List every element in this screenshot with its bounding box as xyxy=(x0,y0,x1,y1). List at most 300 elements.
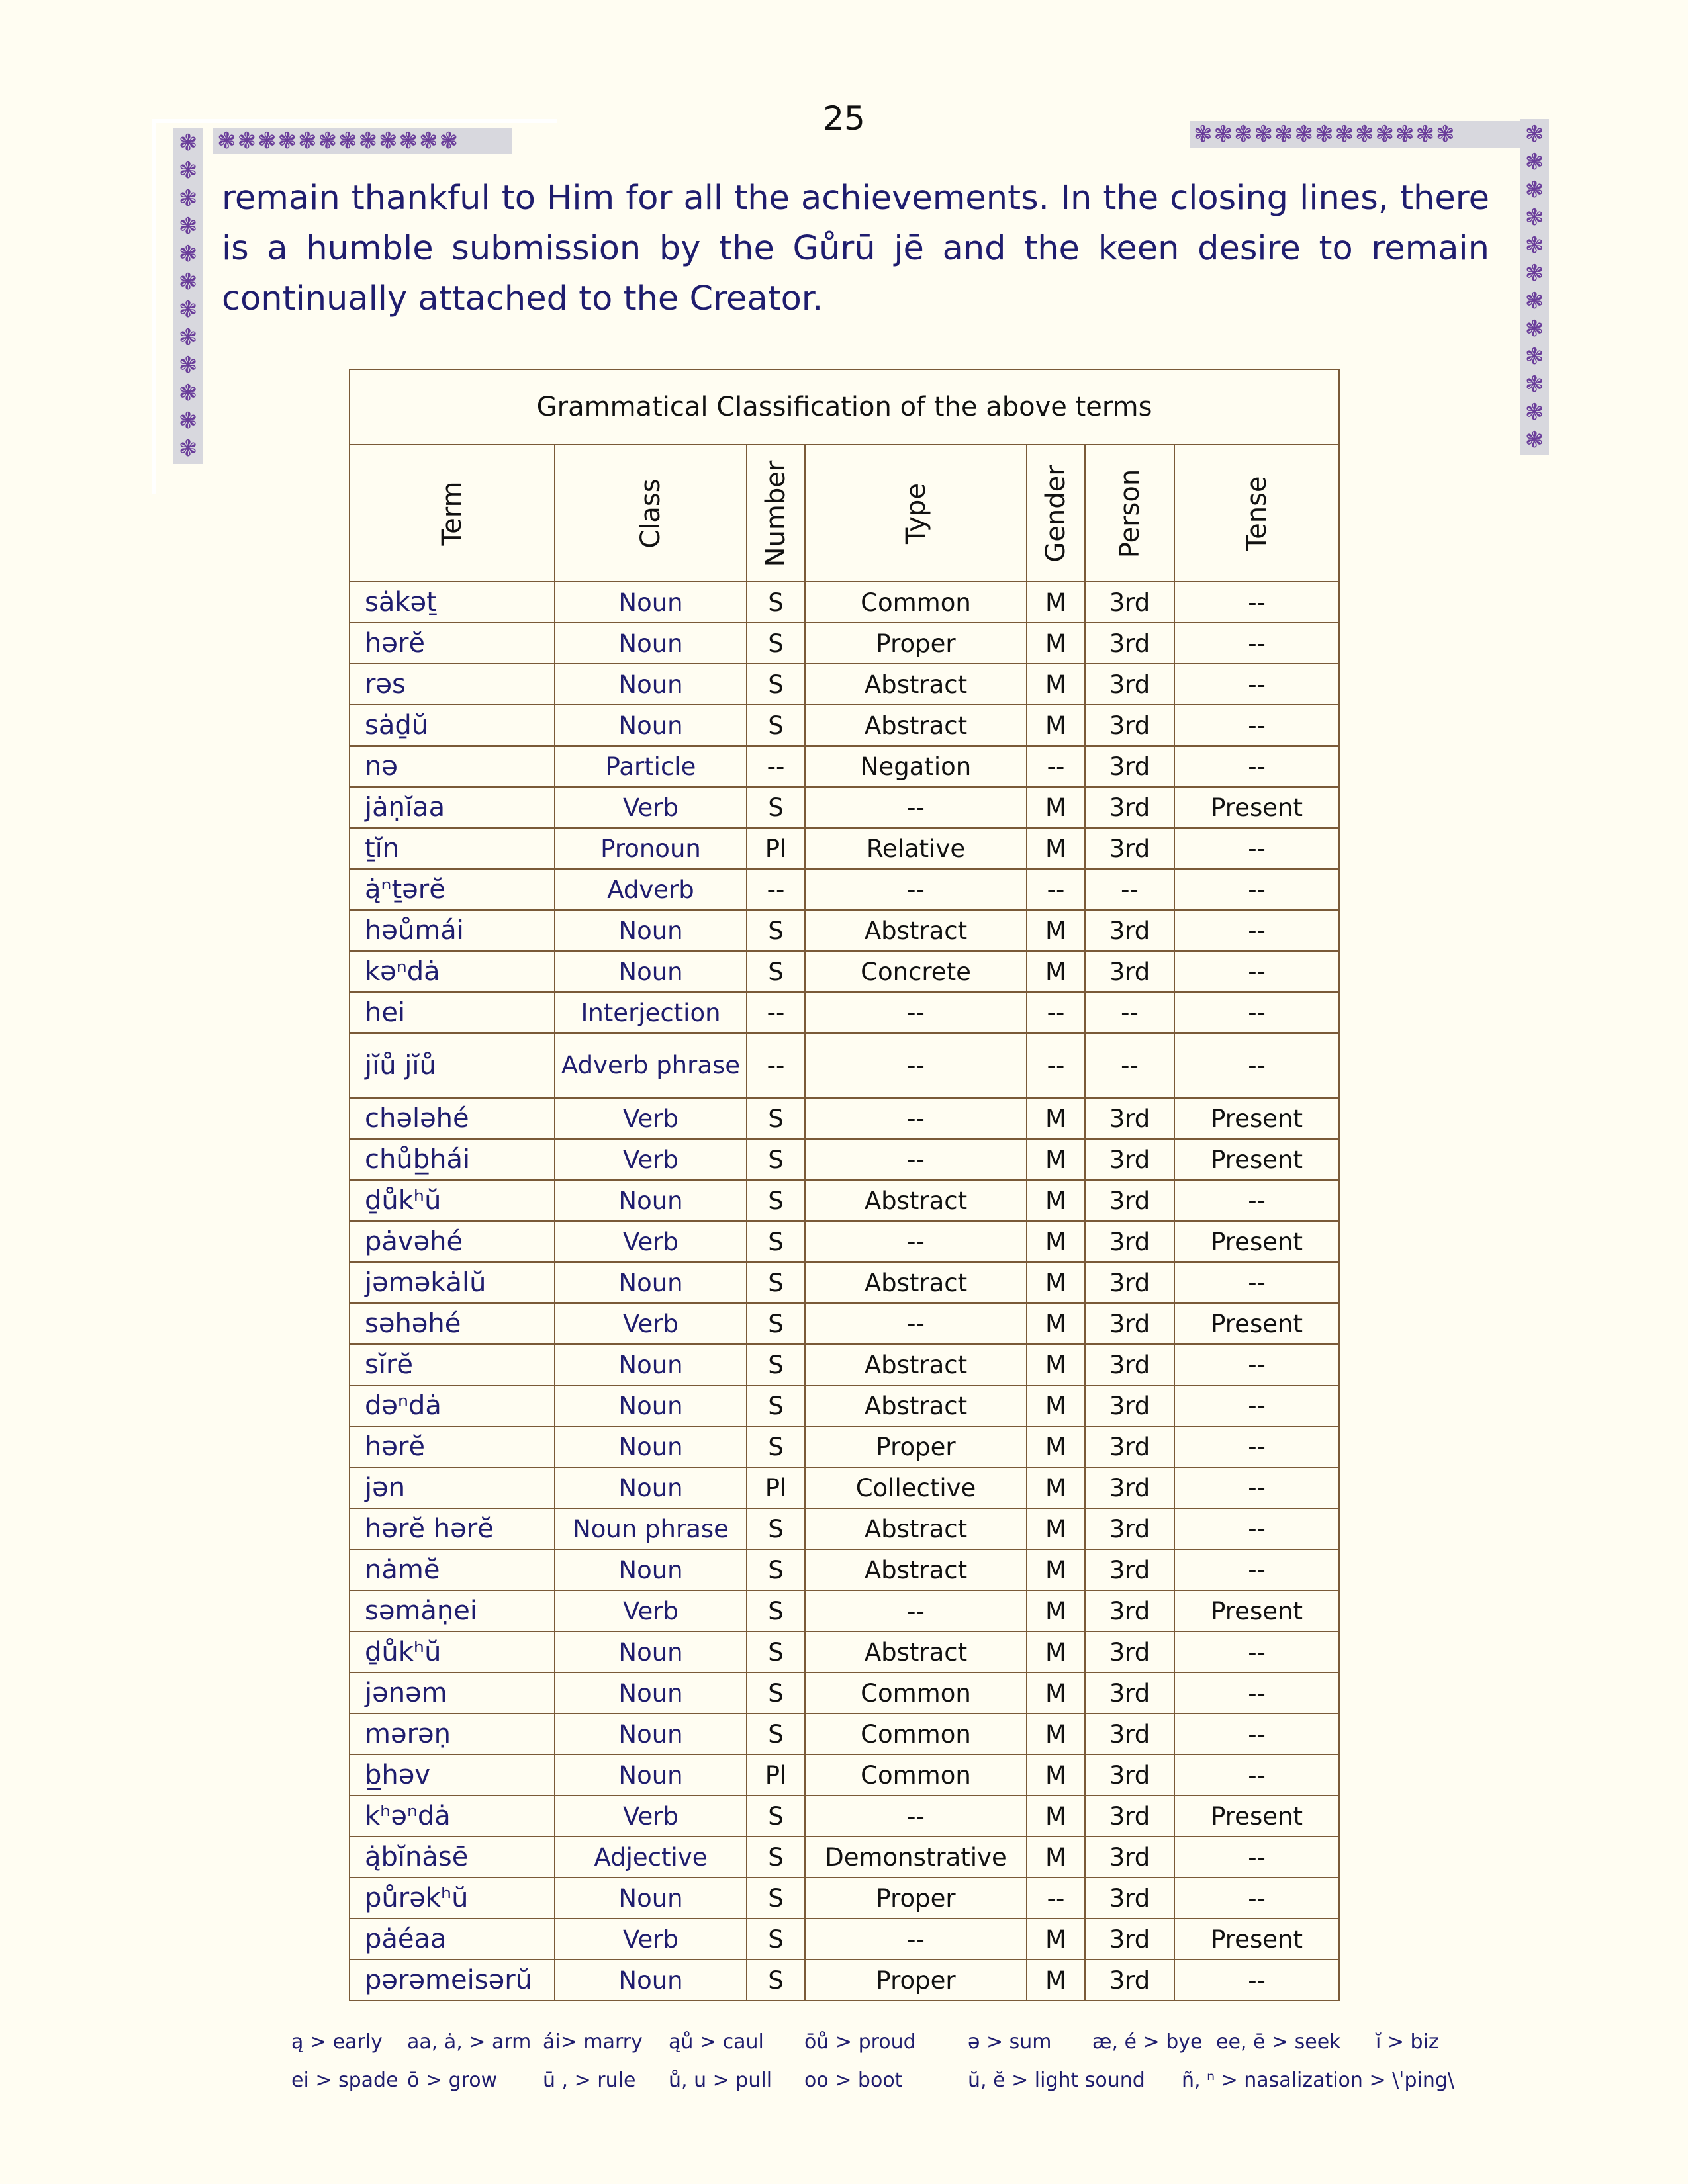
table-row xyxy=(350,1344,1339,1385)
cell-number: S xyxy=(747,1590,805,1631)
classification-table-container xyxy=(349,369,1338,2001)
ornament-icon: ❃ xyxy=(1524,399,1544,426)
cell-class: Verb xyxy=(555,787,747,828)
table-row xyxy=(350,1878,1339,1919)
ornament-icon: ❃ xyxy=(318,128,338,154)
cell-class: Noun xyxy=(555,1754,747,1796)
table-row xyxy=(350,1919,1339,1960)
cell-gender: M xyxy=(1027,787,1085,828)
ornament-icon: ❃ xyxy=(1315,121,1335,148)
cell-number: S xyxy=(747,705,805,746)
cell-type: Demonstrative xyxy=(805,1837,1027,1878)
ornament-icon: ❃ xyxy=(1213,121,1234,148)
classification-table xyxy=(349,369,1340,2001)
ornament-icon: ❃ xyxy=(1524,232,1544,259)
cell-tense: -- xyxy=(1174,1508,1339,1549)
cell-gender: M xyxy=(1027,1590,1085,1631)
cell-type: Abstract xyxy=(805,1508,1027,1549)
cell-gender: M xyxy=(1027,1508,1085,1549)
cell-person: -- xyxy=(1085,992,1174,1033)
cell-person: 3rd xyxy=(1085,582,1174,623)
cell-number: Pl xyxy=(747,828,805,869)
cell-term: sĭrĕ xyxy=(350,1344,555,1385)
cell-number: Pl xyxy=(747,1467,805,1508)
ornament-icon: ❃ xyxy=(419,128,440,154)
cell-term: pərəmeisərŭ xyxy=(350,1960,555,2001)
cell-class: Verb xyxy=(555,1919,747,1960)
cell-person: 3rd xyxy=(1085,828,1174,869)
cell-type: Abstract xyxy=(805,1344,1027,1385)
ornament-border-right xyxy=(1520,119,1549,455)
table-row xyxy=(350,828,1339,869)
cell-gender: -- xyxy=(1027,992,1085,1033)
cell-gender: M xyxy=(1027,1467,1085,1508)
cell-type: Proper xyxy=(805,1878,1027,1919)
legend-item: ą > early xyxy=(291,2030,383,2054)
column-header-class xyxy=(555,445,747,582)
cell-gender: M xyxy=(1027,828,1085,869)
cell-number: S xyxy=(747,1878,805,1919)
ornament-icon: ❃ xyxy=(1524,371,1544,398)
ornament-icon: ❃ xyxy=(298,128,318,154)
column-header-label: Term xyxy=(437,481,467,545)
table-row xyxy=(350,1796,1339,1837)
cell-number: S xyxy=(747,1262,805,1303)
cell-tense: Present xyxy=(1174,787,1339,828)
legend-item: ee, ē > seek xyxy=(1216,2030,1341,2054)
cell-term: chůb̲hái xyxy=(350,1139,555,1180)
cell-term: rəs xyxy=(350,664,555,705)
cell-term: pȧvəhé xyxy=(350,1221,555,1262)
cell-gender: M xyxy=(1027,1426,1085,1467)
legend-row xyxy=(291,2069,1456,2107)
cell-class: Noun xyxy=(555,1467,747,1508)
ornament-icon: ❃ xyxy=(178,213,198,240)
cell-gender: M xyxy=(1027,951,1085,992)
table-row xyxy=(350,623,1339,664)
cell-number: S xyxy=(747,1796,805,1837)
cell-person: 3rd xyxy=(1085,787,1174,828)
ornament-icon: ❃ xyxy=(439,128,459,154)
cell-number: -- xyxy=(747,869,805,910)
cell-person: 3rd xyxy=(1085,1426,1174,1467)
cell-number: S xyxy=(747,1919,805,1960)
cell-term: ḏůkʰŭ xyxy=(350,1631,555,1672)
cell-type: Proper xyxy=(805,1960,1027,2001)
cell-class: Noun xyxy=(555,1344,747,1385)
cell-type: -- xyxy=(805,1590,1027,1631)
legend-item: aa, ȧ, > arm xyxy=(407,2030,532,2054)
cell-type: Abstract xyxy=(805,705,1027,746)
cell-tense: -- xyxy=(1174,582,1339,623)
cell-term: kəⁿdȧ xyxy=(350,951,555,992)
legend-row xyxy=(291,2030,1456,2069)
cell-type: Proper xyxy=(805,623,1027,664)
ornament-icon: ❃ xyxy=(178,269,198,295)
cell-term: sȧḏŭ xyxy=(350,705,555,746)
cell-tense: Present xyxy=(1174,1221,1339,1262)
cell-person: -- xyxy=(1085,869,1174,910)
cell-tense: -- xyxy=(1174,951,1339,992)
table-body xyxy=(350,582,1339,2001)
cell-class: Noun xyxy=(555,1713,747,1754)
cell-person: 3rd xyxy=(1085,1467,1174,1508)
table-row xyxy=(350,869,1339,910)
ornament-icon: ❃ xyxy=(1524,177,1544,203)
ornament-icon: ❃ xyxy=(1294,121,1315,148)
cell-term: půrəkʰŭ xyxy=(350,1878,555,1919)
cell-type: Collective xyxy=(805,1467,1027,1508)
ornament-icon: ❃ xyxy=(178,435,198,462)
cell-number: S xyxy=(747,1631,805,1672)
legend-item: ñ, ⁿ > nasalization > \ˈping\ xyxy=(1182,2069,1455,2092)
cell-person: 3rd xyxy=(1085,746,1174,787)
cell-tense: Present xyxy=(1174,1098,1339,1139)
cell-person: 3rd xyxy=(1085,705,1174,746)
cell-tense: -- xyxy=(1174,1467,1339,1508)
cell-term: nȧmĕ xyxy=(350,1549,555,1590)
cell-class: Adjective xyxy=(555,1837,747,1878)
cell-gender: M xyxy=(1027,582,1085,623)
legend-item: ů, u > pull xyxy=(669,2069,773,2092)
cell-class: Noun xyxy=(555,910,747,951)
cell-number: S xyxy=(747,623,805,664)
ornament-icon: ❃ xyxy=(1524,427,1544,453)
cell-person: 3rd xyxy=(1085,1262,1174,1303)
cell-number: -- xyxy=(747,992,805,1033)
cell-number: S xyxy=(747,910,805,951)
cell-tense: Present xyxy=(1174,1590,1339,1631)
table-row xyxy=(350,1426,1339,1467)
cell-term: ṯĭn xyxy=(350,828,555,869)
cell-class: Noun xyxy=(555,1426,747,1467)
column-header-label: Person xyxy=(1114,469,1145,558)
column-header-gender xyxy=(1027,445,1085,582)
legend-item: ə > sum xyxy=(968,2030,1052,2054)
table-row xyxy=(350,1508,1339,1549)
ornament-icon: ❃ xyxy=(1274,121,1295,148)
cell-term: dəⁿdȧ xyxy=(350,1385,555,1426)
table-row xyxy=(350,1467,1339,1508)
cell-person: 3rd xyxy=(1085,1796,1174,1837)
cell-person: 3rd xyxy=(1085,1303,1174,1344)
cell-tense: Present xyxy=(1174,1919,1339,1960)
cell-tense: -- xyxy=(1174,705,1339,746)
column-header-number xyxy=(747,445,805,582)
cell-number: S xyxy=(747,787,805,828)
cell-type: -- xyxy=(805,992,1027,1033)
cell-number: S xyxy=(747,664,805,705)
column-header-term xyxy=(350,445,555,582)
cell-tense: -- xyxy=(1174,1033,1339,1098)
cell-class: Noun xyxy=(555,951,747,992)
table-row xyxy=(350,787,1339,828)
cell-person: 3rd xyxy=(1085,1754,1174,1796)
cell-number: S xyxy=(747,1837,805,1878)
cell-type: -- xyxy=(805,1303,1027,1344)
table-row xyxy=(350,1631,1339,1672)
column-header-label: Tense xyxy=(1241,475,1272,551)
table-row xyxy=(350,951,1339,992)
cell-gender: -- xyxy=(1027,869,1085,910)
cell-type: Negation xyxy=(805,746,1027,787)
legend-item: oo > boot xyxy=(804,2069,903,2092)
table-row xyxy=(350,746,1339,787)
column-header-label: Number xyxy=(761,460,791,567)
column-header-label: Class xyxy=(635,478,666,549)
ornament-icon: ❃ xyxy=(1524,260,1544,287)
cell-person: 3rd xyxy=(1085,1713,1174,1754)
ornament-icon: ❃ xyxy=(178,380,198,406)
ornament-border-top-right xyxy=(1190,121,1522,148)
cell-term: jĭů jĭů xyxy=(350,1033,555,1098)
table-row xyxy=(350,992,1339,1033)
cell-person: 3rd xyxy=(1085,1631,1174,1672)
cell-number: S xyxy=(747,1549,805,1590)
table-row xyxy=(350,582,1339,623)
cell-gender: M xyxy=(1027,1221,1085,1262)
column-header-type xyxy=(805,445,1027,582)
table-row xyxy=(350,910,1339,951)
cell-number: S xyxy=(747,1221,805,1262)
cell-type: Abstract xyxy=(805,664,1027,705)
legend-item: ąů > caul xyxy=(669,2030,764,2054)
cell-gender: -- xyxy=(1027,746,1085,787)
cell-tense: -- xyxy=(1174,1672,1339,1713)
cell-term: nə xyxy=(350,746,555,787)
cell-type: Abstract xyxy=(805,1385,1027,1426)
cell-tense: -- xyxy=(1174,1631,1339,1672)
cell-term: b̲həv xyxy=(350,1754,555,1796)
legend-item: ei > spade xyxy=(291,2069,399,2092)
ornament-icon: ❃ xyxy=(1524,149,1544,175)
cell-number: S xyxy=(747,1139,805,1180)
cell-term: sȧkəṯ xyxy=(350,582,555,623)
ornament-icon: ❃ xyxy=(1436,121,1456,148)
cell-term: jən xyxy=(350,1467,555,1508)
cell-term: ą̇ⁿṯərĕ xyxy=(350,869,555,910)
cell-type: Concrete xyxy=(805,951,1027,992)
cell-type: Common xyxy=(805,1713,1027,1754)
cell-tense: Present xyxy=(1174,1796,1339,1837)
cell-gender: M xyxy=(1027,1796,1085,1837)
cell-term: səhəhé xyxy=(350,1303,555,1344)
cell-term: pȧéaa xyxy=(350,1919,555,1960)
cell-tense: -- xyxy=(1174,1960,1339,2001)
cell-person: 3rd xyxy=(1085,1549,1174,1590)
ornament-icon: ❃ xyxy=(1254,121,1274,148)
pronunciation-legend xyxy=(291,2030,1456,2107)
table-row xyxy=(350,1180,1339,1221)
cell-gender: M xyxy=(1027,1919,1085,1960)
cell-gender: M xyxy=(1027,1960,1085,2001)
cell-gender: M xyxy=(1027,1303,1085,1344)
ornament-icon: ❃ xyxy=(237,128,258,154)
ornament-icon: ❃ xyxy=(1524,205,1544,231)
cell-term: səmȧṇei xyxy=(350,1590,555,1631)
cell-number: -- xyxy=(747,746,805,787)
cell-person: 3rd xyxy=(1085,951,1174,992)
cell-type: Relative xyxy=(805,828,1027,869)
cell-tense: -- xyxy=(1174,664,1339,705)
table-row xyxy=(350,664,1339,705)
ornament-icon: ❃ xyxy=(178,241,198,267)
cell-tense: -- xyxy=(1174,1385,1339,1426)
table-row xyxy=(350,1303,1339,1344)
cell-class: Verb xyxy=(555,1139,747,1180)
table-row xyxy=(350,1221,1339,1262)
cell-gender: M xyxy=(1027,1385,1085,1426)
cell-number: S xyxy=(747,951,805,992)
cell-tense: -- xyxy=(1174,1426,1339,1467)
cell-number: S xyxy=(747,1344,805,1385)
legend-item: ĭ > biz xyxy=(1376,2030,1439,2054)
cell-class: Noun xyxy=(555,1878,747,1919)
cell-number: S xyxy=(747,1426,805,1467)
cell-gender: M xyxy=(1027,1631,1085,1672)
cell-number: S xyxy=(747,1713,805,1754)
cell-number: Pl xyxy=(747,1754,805,1796)
cell-tense: -- xyxy=(1174,1837,1339,1878)
table-row xyxy=(350,1139,1339,1180)
cell-gender: M xyxy=(1027,1549,1085,1590)
cell-number: -- xyxy=(747,1033,805,1098)
cell-term: jȧṇĭaa xyxy=(350,787,555,828)
cell-number: S xyxy=(747,1098,805,1139)
cell-person: 3rd xyxy=(1085,1180,1174,1221)
cell-term: jəməkȧlŭ xyxy=(350,1262,555,1303)
cell-gender: M xyxy=(1027,1180,1085,1221)
cell-number: S xyxy=(747,1672,805,1713)
body-paragraph: remain thankful to Him for all the achievements. In the closing lines, there is a humble submission by the Gůrū jē and the keen desire to remain continually attached to the Creator. xyxy=(222,179,1489,318)
cell-gender: M xyxy=(1027,1672,1085,1713)
cell-term: ḏůkʰŭ xyxy=(350,1180,555,1221)
ornament-icon: ❃ xyxy=(277,128,298,154)
cell-gender: M xyxy=(1027,910,1085,951)
cell-tense: -- xyxy=(1174,910,1339,951)
cell-person: 3rd xyxy=(1085,1672,1174,1713)
ornament-icon: ❃ xyxy=(178,352,198,379)
cell-type: -- xyxy=(805,1919,1027,1960)
table-row xyxy=(350,1590,1339,1631)
cell-type: Common xyxy=(805,1754,1027,1796)
cell-type: Abstract xyxy=(805,1180,1027,1221)
ornament-icon: ❃ xyxy=(1395,121,1416,148)
table-header-row xyxy=(350,445,1339,582)
cell-class: Particle xyxy=(555,746,747,787)
cell-number: S xyxy=(747,1385,805,1426)
cell-gender: M xyxy=(1027,664,1085,705)
cell-type: Abstract xyxy=(805,1262,1027,1303)
cell-type: Abstract xyxy=(805,910,1027,951)
cell-class: Noun xyxy=(555,1549,747,1590)
cell-person: 3rd xyxy=(1085,910,1174,951)
table-row xyxy=(350,1549,1339,1590)
cell-tense: Present xyxy=(1174,1139,1339,1180)
cell-type: Common xyxy=(805,582,1027,623)
cell-type: Abstract xyxy=(805,1631,1027,1672)
cell-class: Noun phrase xyxy=(555,1508,747,1549)
cell-tense: -- xyxy=(1174,746,1339,787)
ornament-icon: ❃ xyxy=(178,158,198,184)
legend-item: ū , > rule xyxy=(543,2069,636,2092)
cell-type: -- xyxy=(805,1221,1027,1262)
ornament-icon: ❃ xyxy=(338,128,359,154)
cell-class: Noun xyxy=(555,1672,747,1713)
ornament-icon: ❃ xyxy=(1194,121,1214,148)
cell-class: Noun xyxy=(555,1960,747,2001)
cell-type: Common xyxy=(805,1672,1027,1713)
cell-type: -- xyxy=(805,1796,1027,1837)
ornament-icon: ❃ xyxy=(1375,121,1395,148)
cell-number: S xyxy=(747,582,805,623)
cell-class: Pronoun xyxy=(555,828,747,869)
cell-person: 3rd xyxy=(1085,1508,1174,1549)
cell-class: Noun xyxy=(555,623,747,664)
cell-person: 3rd xyxy=(1085,1098,1174,1139)
cell-class: Noun xyxy=(555,705,747,746)
cell-tense: -- xyxy=(1174,1344,1339,1385)
cell-gender: M xyxy=(1027,1713,1085,1754)
cell-tense: -- xyxy=(1174,1180,1339,1221)
cell-tense: -- xyxy=(1174,828,1339,869)
cell-person: 3rd xyxy=(1085,664,1174,705)
table-title: Grammatical Classification of the above terms xyxy=(350,369,1339,445)
cell-type: -- xyxy=(805,1139,1027,1180)
ornament-icon: ❃ xyxy=(1335,121,1355,148)
ornament-icon: ❃ xyxy=(358,128,379,154)
cell-tense: -- xyxy=(1174,1262,1339,1303)
cell-gender: M xyxy=(1027,1098,1085,1139)
cell-tense: -- xyxy=(1174,992,1339,1033)
cell-person: 3rd xyxy=(1085,1878,1174,1919)
ornament-icon: ❃ xyxy=(178,130,198,156)
cell-person: 3rd xyxy=(1085,1837,1174,1878)
cell-class: Adverb phrase xyxy=(555,1033,747,1098)
cell-person: 3rd xyxy=(1085,1139,1174,1180)
cell-gender: M xyxy=(1027,623,1085,664)
table-row xyxy=(350,1672,1339,1713)
cell-gender: M xyxy=(1027,705,1085,746)
ornament-icon: ❃ xyxy=(1355,121,1376,148)
ornament-icon: ❃ xyxy=(178,185,198,212)
cell-tense: -- xyxy=(1174,1549,1339,1590)
cell-number: S xyxy=(747,1960,805,2001)
cell-type: Abstract xyxy=(805,1549,1027,1590)
ornament-icon: ❃ xyxy=(217,128,238,154)
cell-tense: -- xyxy=(1174,1754,1339,1796)
column-header-label: Type xyxy=(900,482,931,544)
column-header-tense xyxy=(1174,445,1339,582)
cell-gender: M xyxy=(1027,1837,1085,1878)
legend-item: ŭ, ĕ > light sound xyxy=(968,2069,1145,2092)
ornament-icon: ❃ xyxy=(1524,343,1544,370)
legend-item: æ, é > bye xyxy=(1092,2030,1203,2054)
ornament-icon: ❃ xyxy=(1524,288,1544,314)
cell-class: Verb xyxy=(555,1796,747,1837)
cell-term: həůmái xyxy=(350,910,555,951)
ornament-icon: ❃ xyxy=(258,128,278,154)
cell-gender: -- xyxy=(1027,1878,1085,1919)
cell-class: Verb xyxy=(555,1590,747,1631)
ornament-icon: ❃ xyxy=(178,296,198,323)
cell-term: mərəṇ xyxy=(350,1713,555,1754)
cell-term: jənəm xyxy=(350,1672,555,1713)
ornament-icon: ❃ xyxy=(379,128,399,154)
cell-class: Noun xyxy=(555,1262,747,1303)
table-row xyxy=(350,1713,1339,1754)
cell-type: Proper xyxy=(805,1426,1027,1467)
